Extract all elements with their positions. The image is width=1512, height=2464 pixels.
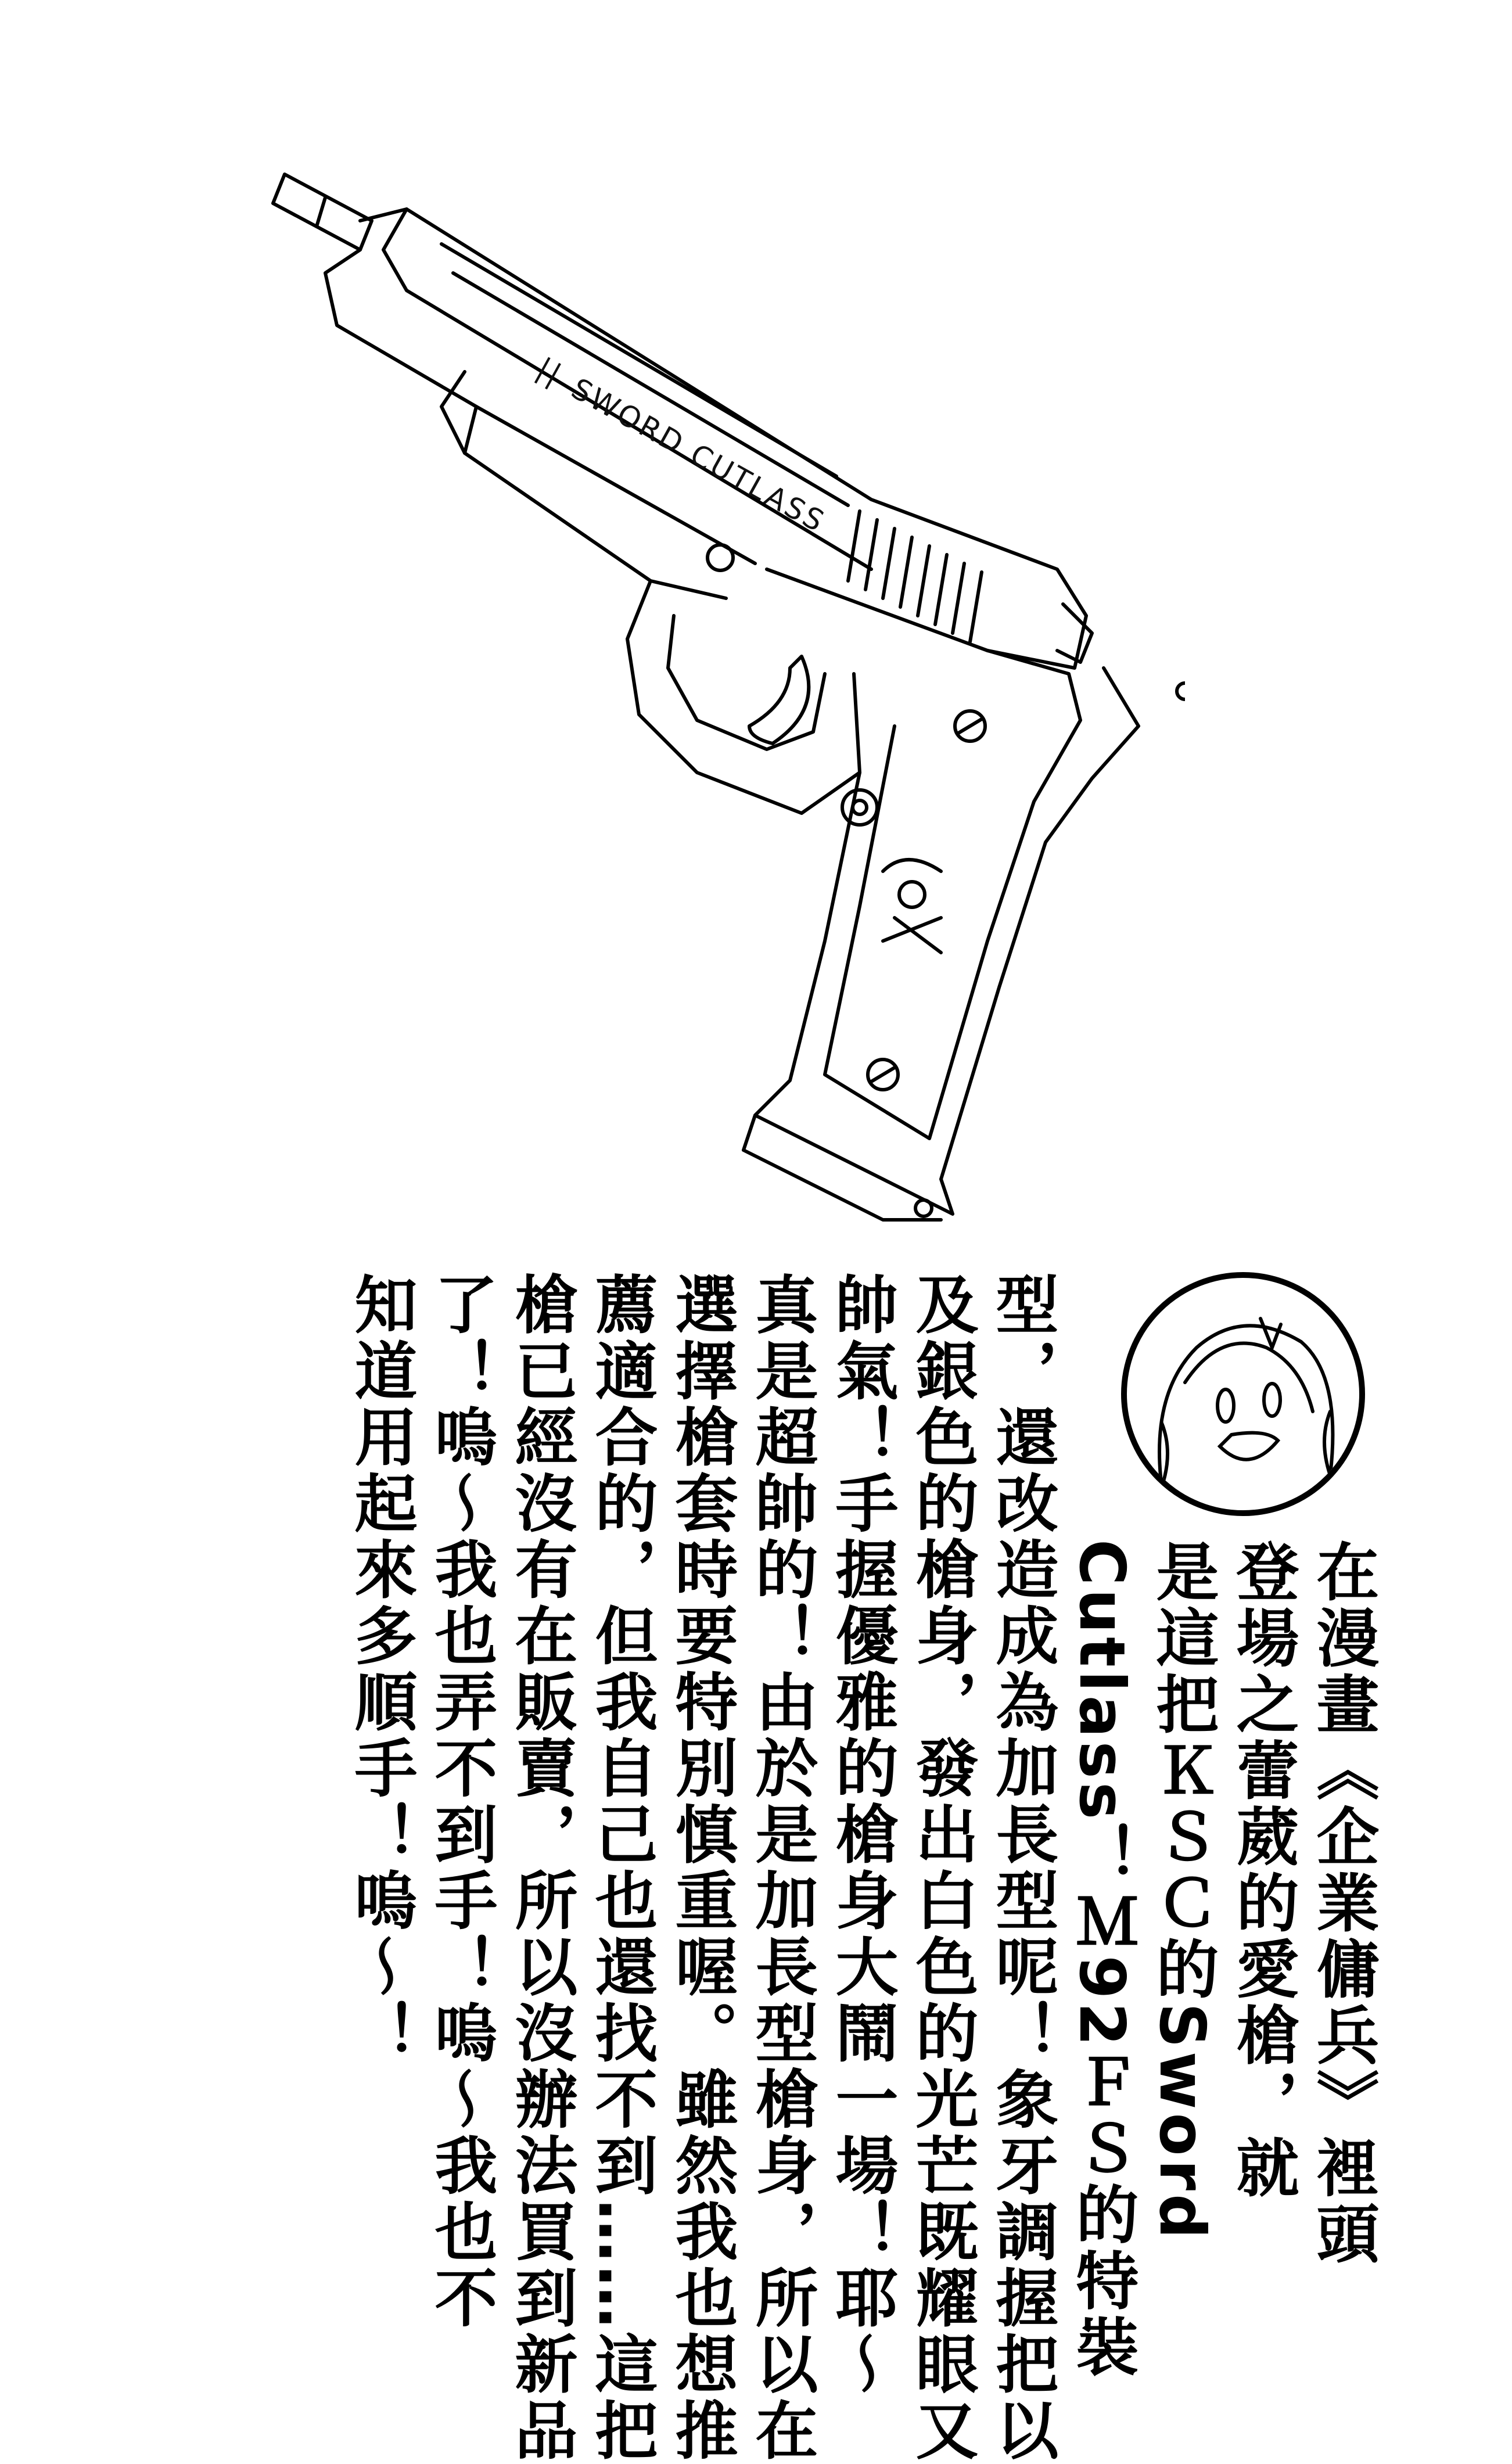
text-column: 真是超帥的！由於是加長型槍身，所以在 (745, 1272, 817, 2464)
text-column: 型，還改造成為加長型呢！象牙調握把以 (985, 1272, 1058, 2464)
text-column: 在漫畫《企業傭兵》裡頭 (1306, 1539, 1378, 2268)
text-column: 槍已經沒有在販賣，所以沒辦法買到新品 (504, 1272, 577, 2464)
text-column: Cutlass！Ｍ92ＦＳ的特裝 (1065, 1539, 1138, 2381)
text-column: 了！嗚～我也弄不到手！嗚～我也不 (424, 1272, 497, 2332)
text-column: 薦適合的，但我自己也還找不到……這把 (584, 1272, 657, 2464)
commentary-text (344, 1272, 1378, 2464)
text-column: 是這把ＫＳＣ的Sword (1145, 1539, 1218, 2243)
slide-marks: || (531, 351, 569, 393)
pistol-illustration (256, 145, 1185, 1249)
text-column: 選擇槍套時要特別慎重喔。雖然我也想推 (665, 1272, 737, 2464)
text-column: 帥氣！手握優雅的槍身大鬧一場！耶～ (825, 1272, 897, 2398)
slide-engraving: SWORD CUTLASS (566, 371, 832, 540)
text-column: 及銀色的槍身，發出白色的光芒既耀眼又 (905, 1272, 978, 2464)
text-column: 登場之蕾葳的愛槍，就 (1226, 1539, 1298, 2201)
pistol-drawing (256, 145, 1185, 1249)
text-column: 知道用起來多順手！嗚～！ (344, 1272, 416, 2067)
